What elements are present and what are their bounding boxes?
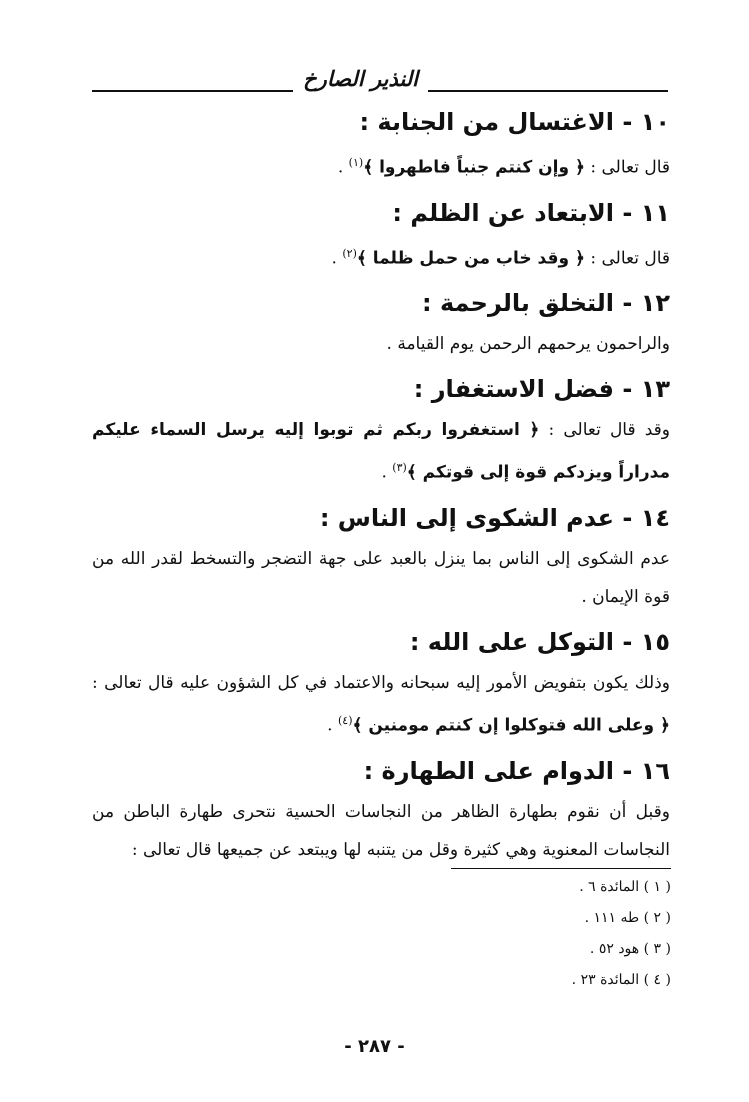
footnote-ref: (٤) <box>337 713 353 727</box>
section-outro: . <box>337 157 349 178</box>
section-intro: وذلك يكون بتفويض الأمور إليه سبحانه والاعتماد في كل الشؤون عليه قال تعالى : <box>92 672 670 693</box>
footnote-item: ( ٢ ) طه ١١١ . <box>584 910 671 926</box>
footnotes <box>371 872 671 996</box>
section-text <box>92 664 670 745</box>
section-heading: ١٢ - التخلق بالرحمة : <box>422 289 670 318</box>
section-text <box>92 144 670 187</box>
section-heading: ١١ - الابتعاد عن الظلم : <box>392 198 670 227</box>
page-number: - ٢٨٧ - <box>344 1036 405 1057</box>
section-text: وقبل أن نقوم بطهارة الظاهر من النجاسات الحسية نتحرى طهارة الباطن من النجاسات المعنوية وهي كثيرة وقل من يتنبه لها ويبتعد عن جميعها قال تعالى : <box>92 801 670 860</box>
section-outro: . <box>327 715 338 736</box>
section-intro: وقد قال تعالى : <box>539 420 670 441</box>
section-outro: . <box>381 462 393 483</box>
section-text: والراحمون يرحمهم الرحمن يوم القيامة . <box>386 334 670 355</box>
quran-quote: ﴿ وقد خاب من حمل ظلما ﴾ <box>356 248 585 269</box>
section-text <box>92 411 670 492</box>
footnote-ref: (١) <box>348 156 364 169</box>
section-heading: ١٠ - الاغتسال من الجنابة : <box>359 108 670 136</box>
section-outro: . <box>331 248 343 269</box>
quran-quote: ﴿ وإن كنتم جنباً فاطهروا ﴾ <box>363 157 585 178</box>
quran-quote: ﴿ وعلى الله فتوكلوا إن كنتم مومنين ﴾ <box>352 715 670 736</box>
footnote-ref: (٣) <box>392 461 407 475</box>
footnote-ref: (٢) <box>342 246 357 260</box>
footnote-item: ( ١ ) المائدة ٦ . <box>579 879 671 895</box>
section-heading: ١٦ - الدوام على الطهارة : <box>363 756 670 785</box>
section-text: عدم الشكوى إلى الناس بما ينزل بالعبد على جهة التضجر والتسخط لقدر الله من قوة الإيمان . <box>92 548 670 607</box>
section-heading: ١٣ - فضل الاستغفار : <box>413 375 670 404</box>
section-intro: قال تعالى : <box>584 157 670 178</box>
page-body <box>92 100 670 873</box>
running-header <box>92 62 668 96</box>
footnotes-divider <box>451 868 671 869</box>
section-heading: ١٥ - التوكل على الله : <box>409 627 670 656</box>
section-intro: قال تعالى : <box>584 248 670 269</box>
section-text <box>92 235 670 278</box>
footnote-item: ( ٤ ) المائدة ٢٣ . <box>571 972 671 988</box>
running-header-title: النذير الصارخ <box>293 66 428 92</box>
section-heading: ١٤ - عدم الشكوى إلى الناس : <box>319 503 670 532</box>
footnote-item: ( ٣ ) هود ٥٢ . <box>589 941 671 957</box>
quran-quote: ﴿ استغفروا ربكم ثم توبوا إليه يرسل السماء عليكم مدراراً ويزدكم قوة إلى قوتكم ﴾ <box>92 420 670 483</box>
